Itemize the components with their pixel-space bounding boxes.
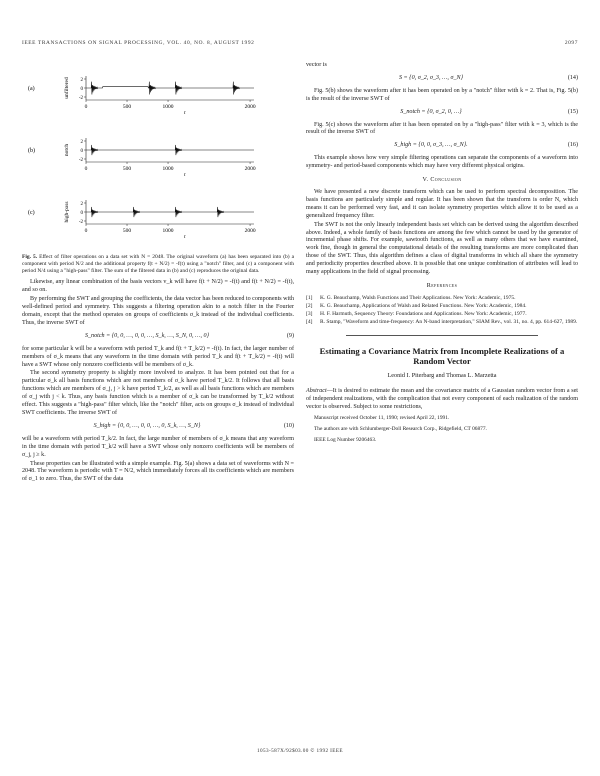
x-tick-label: 500 — [122, 228, 132, 234]
x-tick-label: 0 — [84, 104, 88, 110]
x-axis-label: t — [184, 172, 186, 178]
x-tick-label: 2000 — [244, 228, 256, 234]
x-tick-label: 1000 — [162, 166, 174, 172]
panel-tag: (b) — [28, 148, 35, 154]
equation-9-body: S_notch = {0, 0, …, 0, 0, …, S_k, …, S_N, 0, …, 0} — [84, 332, 210, 339]
page-footer: 1053-587X/92$03.00 © 1992 IEEE — [257, 748, 343, 754]
abstract-text: It is desired to estimate the mean and the covariance matrix of a Gaussian random vector from a set of independent realizations, with the complication that not every component of each realization of the random vector is observed. Subject to some restrictions, — [306, 388, 578, 410]
left-column — [22, 62, 294, 485]
abstract-label: Abstract — [306, 388, 327, 395]
panel-y-label: notch — [64, 143, 70, 157]
reference-number: [1] — [306, 294, 313, 301]
equation-15-number: (15) — [567, 108, 578, 115]
right-paragraph-1: Fig. 5(b) shows the waveform after it has been operated on by a "notch" filter with k = 2. That is, Fig. 5(b) is the result of the inverse SWT of — [306, 87, 578, 102]
right-intro: vector is — [306, 62, 327, 68]
correspondence-authors: Leonid I. Piterbarg and Thomas L. Marzetta — [387, 372, 497, 380]
x-tick-label: 1000 — [162, 104, 174, 110]
equation-14-body: S = {0, σ_2, σ_3, …, σ_N} — [398, 74, 464, 81]
y-tick-label: -2 — [78, 219, 83, 225]
figure-5 — [22, 62, 294, 252]
conclusion-paragraph-2: The SWT is not the only linearly independent basis set which can be derived using the algorithm described above. Indeed, a whole family of basis functions are among the few which cannot be used by the generator of incremental phase shifts. For example, sawtooth functions, as well as many others that we have examined, work fine, though in general the computational details of the resulting transforms are more complicated than those of the SWT. Thus, this algorithm defines a class of digital transforms in which all share the symmetry and periodicity properties described above. It is possible that one unique combination of attributes will lead to many applications in the field of signal processing. — [306, 221, 578, 276]
correspondence-title: Estimating a Covariance Matrix from Incomplete Realizations of a Random Vector — [319, 346, 565, 367]
running-header — [22, 40, 578, 46]
reference-text: K. G. Beauchamp, Walsh Functions and Their Applications. New York: Academic, 1975. — [320, 294, 516, 301]
equation-16-number: (16) — [567, 142, 578, 149]
ieee-log-note: IEEE Log Number 9206463. — [314, 436, 377, 443]
left-paragraph-4: The second symmetry property is slightly more involved to analyze. It has been pointed out that for a particular σ_k all basis functions which are not members of σ_k have period T_k/2. It follows that all basis functions which are members of σ_j, j > k have period T_k/2, as well as all basis functions which are members of σ_j with j < k. Thus, any basis function which is a member of σ_k can be transformed by T_k/2 without effect. This suggests a "high-pass" filter which, like the "notch" filter, acts on groups σ_k instead of individual SWT coefficients. The inverse SWT of — [22, 370, 294, 416]
left-paragraph-3: for some particular k will be a waveform with period T_k and f(t + T_k/2) = -f(t). In fact, the larger number of members of σ_k means that any waveform in the time domain with period T_k and f(t + T_k/2) = -f(t) will have a SWT whose only nonzero coefficients will be members of σ_k. — [22, 345, 294, 368]
reference-item — [306, 311, 578, 318]
x-tick-label: 0 — [84, 228, 88, 234]
equation-10-number: (10) — [283, 422, 294, 429]
panel-waveform — [86, 207, 254, 217]
y-tick-label: 2 — [80, 139, 83, 145]
y-tick-label: 0 — [80, 86, 83, 92]
section-heading-conclusion: V. Conclusion — [422, 177, 462, 184]
panel-tag: (a) — [28, 86, 35, 92]
right-paragraph-2: Fig. 5(c) shows the waveform after it has been operated on by a "high-pass" filter with k = 3, which is the result of the inverse SWT of — [306, 121, 578, 136]
reference-number: [3] — [306, 310, 313, 317]
figure-caption — [22, 254, 294, 274]
reference-item — [306, 295, 578, 302]
equation-16-body: S_high = {0, 0, σ_3, …, σ_N}. — [394, 142, 468, 149]
y-tick-label: 2 — [80, 77, 83, 83]
left-paragraph-1: Likewise, any linear combination of the basis vectors v_k will have f(t + N/2) = -f(t) and f(t + N/2) = -f(t), and so on. — [22, 279, 294, 294]
y-tick-label: -2 — [78, 157, 83, 163]
divider-rule — [346, 335, 538, 336]
panel-tag: (c) — [28, 210, 35, 216]
left-paragraph-6: These properties can be illustrated with a simple example. Fig. 5(a) shows a data set of waveforms with N = 2048. The waveform is periodic with T = N/2, which immediately forces all its coefficients which are members of σ_1 to zero. Thus, the SWT of the data — [22, 460, 294, 483]
panel-waveform — [86, 82, 254, 95]
reference-text: K. G. Beauchamp, Applications of Walsh and Related Functions. New York: Academic, 1984. — [320, 302, 527, 309]
equation-10 — [22, 423, 294, 431]
x-tick-label: 1000 — [162, 228, 174, 234]
reference-item — [306, 319, 578, 326]
x-tick-label: 500 — [122, 166, 132, 172]
reference-number: [2] — [306, 302, 313, 309]
x-tick-label: 2000 — [244, 104, 256, 110]
x-tick-label: 0 — [84, 166, 88, 172]
figure-5-plot — [22, 62, 294, 252]
y-tick-label: 0 — [80, 148, 83, 154]
page-number: 2097 — [564, 40, 578, 46]
panel-waveform — [86, 145, 254, 155]
y-tick-label: 2 — [80, 201, 83, 207]
right-paragraph-3: This example shows how very simple filtering operations can separate the components of a waveform into symmetry- and period-based components which may have very different physical origins. — [306, 155, 578, 170]
manuscript-note: Manuscript received October 11, 1990; revised April 22, 1991. — [314, 415, 450, 422]
equation-15-body: S_notch = {0, σ_2, 0, …} — [400, 108, 462, 115]
x-axis-label: t — [184, 234, 186, 240]
references-list — [306, 295, 578, 326]
equation-15 — [306, 109, 578, 117]
equation-14 — [306, 75, 578, 83]
affiliation-note: The authors are with Schlumberger-Doll Research Corp., Ridgefield, CT 06877. — [314, 426, 487, 433]
running-head-text: IEEE TRANSACTIONS ON SIGNAL PROCESSING, VOL. 40, NO. 8, AUGUST 1992 — [22, 40, 255, 46]
y-tick-label: -2 — [78, 95, 83, 101]
abstract: Abstract—It is desired to estimate the mean and the covariance matrix of a Gaussian random vector from a set of independent realizations, with the complication that not every component of each realization of the random vector is observed. Subject to some restrictions, — [306, 388, 578, 410]
x-axis-label: t — [184, 110, 186, 116]
right-column — [306, 62, 578, 443]
panel-y-label: unfiltered — [64, 77, 70, 99]
y-tick-label: 0 — [80, 210, 83, 216]
reference-text: H. F. Harmuth, Sequency Theory: Foundations and Applications. New York: Academic, 1977. — [320, 310, 527, 317]
reference-number: [4] — [306, 318, 313, 325]
reference-item — [306, 303, 578, 310]
caption-label: Fig. 5. — [22, 254, 38, 260]
section-heading-references: References — [426, 282, 458, 289]
equation-14-number: (14) — [567, 74, 578, 81]
left-paragraph-5: will be a waveform with period T_k/2. In fact, the large number of members of σ_k means that any waveform in the time domain with period T_k/2 will have a SWT whose only nonzero coefficients will be members of σ_j, j ≥ k. — [22, 435, 294, 458]
conclusion-paragraph-1: We have presented a new discrete transform which can be used to perform spectral decomposition. The basis functions are particularly simple and regular. It has been shown that the transform is order N, which means it can be performed very fast, and it can isolate symmetry properties which allow it to be used as a generalized frequency filter. — [306, 188, 578, 219]
reference-text: R. Stamp, "Waveform and time-frequency: An N-band interpretation," SIAM Rev., vol. 31, no. 4, pp. 614-627, 1989. — [320, 318, 578, 325]
equation-10-body: S_high = {0, 0, …, 0, 0, …, 0, S_k, …, S_N} — [93, 422, 201, 429]
x-tick-label: 500 — [122, 104, 132, 110]
left-paragraph-2: By performing the SWT and grouping the coefficients, the data vector has been reduced to components with well-defined period and symmetry. This suggests a filtering operation akin to a notch filter in the Fourier domain, except that the method operates on groups of coefficients σ_k instead of the individual coefficients. Thus, the inverse SWT of — [22, 296, 294, 326]
caption-text: Effect of filter operations on a data set with N = 2048. The original waveform (a) has been separated into (b) a component with period N/2 and the additional property f(t + N/2) = -f(t) using a "notch" filter, and (c) a component with period N/4 using a "high-pass" filter. The sum of the filtered data in (b) and (c) reproduces the original data. — [22, 254, 295, 274]
x-tick-label: 2000 — [244, 166, 256, 172]
panel-y-label: high-pass — [64, 201, 70, 223]
equation-9 — [22, 333, 294, 341]
equation-16 — [306, 142, 578, 150]
equation-9-number: (9) — [286, 332, 294, 339]
